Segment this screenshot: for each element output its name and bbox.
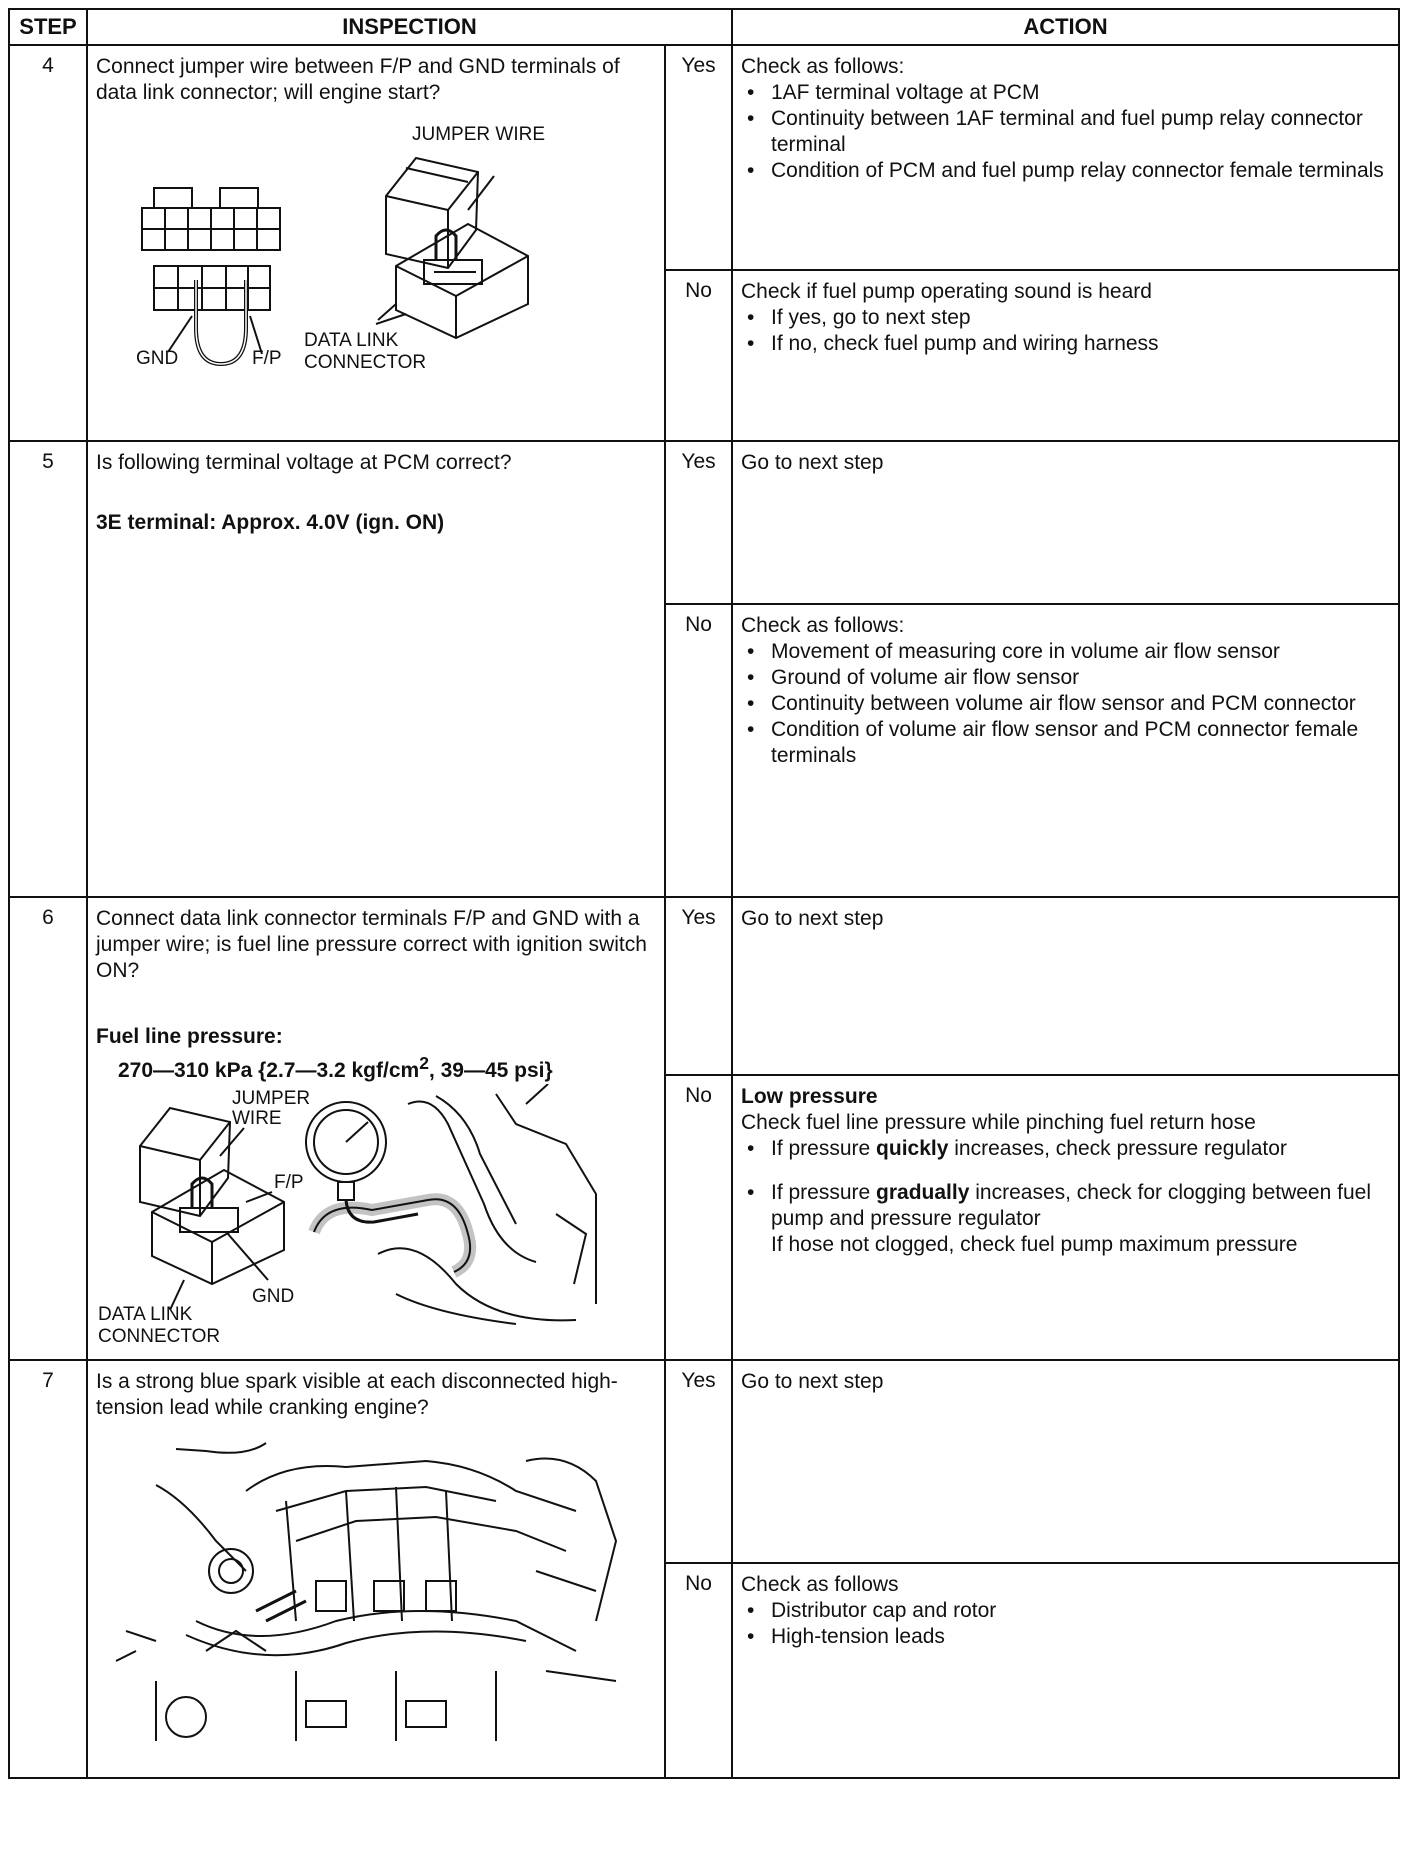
yes-label: Yes [665, 441, 732, 604]
fp-label: F/P [274, 1172, 304, 1193]
yes-label: Yes [665, 1360, 732, 1563]
action-heading: Low pressure [741, 1085, 878, 1108]
list-item: • Movement of measuring core in volume air flow sensor [741, 639, 1390, 665]
step-column-header: STEP [9, 9, 87, 45]
action-cell [732, 604, 1399, 897]
list-item-text: If pressure [771, 1137, 877, 1160]
no-label: No [665, 604, 732, 897]
list-item: • Continuity between volume air flow sensor and PCM connector [741, 691, 1390, 717]
list-item: • Distributor cap and rotor [741, 1598, 1390, 1624]
wire-label: WIRE [232, 1108, 282, 1129]
jumper-label: JUMPER [232, 1088, 311, 1109]
action-cell [732, 45, 1399, 270]
gnd-label: GND [252, 1286, 295, 1307]
action-list [741, 305, 1390, 357]
spec-value-superscript: 2 [419, 1053, 429, 1073]
action-cell [732, 1563, 1399, 1778]
action-list [741, 80, 1390, 184]
step-number: 5 [9, 441, 87, 897]
data-link-label: DATA LINK [304, 330, 399, 351]
connector-label: CONNECTOR [98, 1326, 221, 1346]
connector-label: CONNECTOR [304, 352, 427, 373]
list-item-emphasis: gradually [876, 1181, 970, 1204]
list-item [741, 1136, 1390, 1162]
list-item: • Condition of volume air flow sensor and PCM connector female terminals [741, 717, 1390, 769]
yes-label: Yes [665, 45, 732, 270]
table-row [9, 441, 1399, 604]
action-intro: Check as follows: [741, 55, 905, 78]
list-item: • Ground of volume air flow sensor [741, 665, 1390, 691]
action-intro: Check if fuel pump operating sound is heard [741, 280, 1152, 303]
spec-value-main: 270—310 kPa {2.7—3.2 kgf/cm [118, 1059, 420, 1082]
fuel-pressure-gauge-figure [96, 1084, 636, 1346]
list-item: • 1AF terminal voltage at PCM [741, 80, 1390, 106]
inspection-question: Connect jumper wire between F/P and GND terminals of data link connector; will engine start? [96, 55, 620, 104]
inspection-question: Is following terminal voltage at PCM correct? [96, 451, 512, 474]
list-item [741, 1180, 1390, 1232]
list-item: • If yes, go to next step [741, 305, 1390, 331]
action-column-header: ACTION [732, 9, 1399, 45]
no-label: No [665, 1075, 732, 1360]
step-number: 7 [9, 1360, 87, 1778]
action-text: Go to next step [732, 441, 1399, 604]
fp-label: F/P [252, 348, 282, 369]
action-text: Go to next step [732, 897, 1399, 1075]
jumper-wire-label: JUMPER WIRE [412, 124, 545, 145]
action-text: Go to next step [732, 1360, 1399, 1563]
troubleshooting-sheet [8, 8, 1398, 1846]
action-cell [732, 1075, 1399, 1360]
action-intro: Check as follows: [741, 614, 905, 637]
inspection-question: Connect data link connector terminals F/P and GND with a jumper wire; is fuel line pressure correct with ignition switch ON? [96, 907, 647, 982]
list-item: • If no, check fuel pump and wiring harness [741, 331, 1390, 357]
table-row [9, 45, 1399, 270]
inspection-cell [87, 897, 665, 1360]
data-link-label: DATA LINK [98, 1304, 193, 1325]
no-label: No [665, 1563, 732, 1778]
action-list [741, 1598, 1390, 1650]
list-item-text: If pressure [771, 1181, 877, 1204]
action-list [741, 639, 1390, 769]
step-number: 6 [9, 897, 87, 1360]
table-row [9, 897, 1399, 1075]
action-list [741, 1136, 1390, 1232]
spec-label: Fuel line pressure: [96, 1025, 283, 1048]
inspection-cell [87, 1360, 665, 1778]
inspection-cell [87, 45, 665, 441]
gnd-label: GND [136, 348, 179, 369]
inspection-question: Is a strong blue spark visible at each disconnected high-tension lead while cranking engine? [96, 1370, 618, 1419]
step-number: 4 [9, 45, 87, 441]
list-item: • Continuity between 1AF terminal and fuel pump relay connector terminal [741, 106, 1390, 158]
no-label: No [665, 270, 732, 441]
specification: 3E terminal: Approx. 4.0V (ign. ON) [96, 511, 445, 534]
inspection-column-header: INSPECTION [87, 9, 732, 45]
action-intro: Check as follows [741, 1573, 899, 1596]
list-item: • High-tension leads [741, 1624, 1390, 1650]
engine-spark-test-figure [96, 1421, 636, 1751]
action-cell [732, 270, 1399, 441]
table-header-row [9, 9, 1399, 45]
list-item-emphasis: quickly [876, 1137, 949, 1160]
spec-value-tail: , 39—45 psi} [428, 1059, 553, 1082]
list-item-text: increases, check for clogging between fuel pump and pressure regulator [771, 1181, 1371, 1230]
table-row [9, 1360, 1399, 1563]
spec-value [96, 1050, 656, 1084]
troubleshooting-table [8, 8, 1400, 1779]
inspection-cell [87, 441, 665, 897]
data-link-connector-jumper-figure [96, 106, 636, 376]
list-item-text: increases, check pressure regulator [948, 1137, 1287, 1160]
action-intro: Check fuel line pressure while pinching fuel return hose [741, 1111, 1256, 1134]
action-note: If hose not clogged, check fuel pump maximum pressure [771, 1233, 1298, 1256]
specification [96, 1024, 656, 1084]
yes-label: Yes [665, 897, 732, 1075]
list-item: • Condition of PCM and fuel pump relay connector female terminals [741, 158, 1390, 184]
